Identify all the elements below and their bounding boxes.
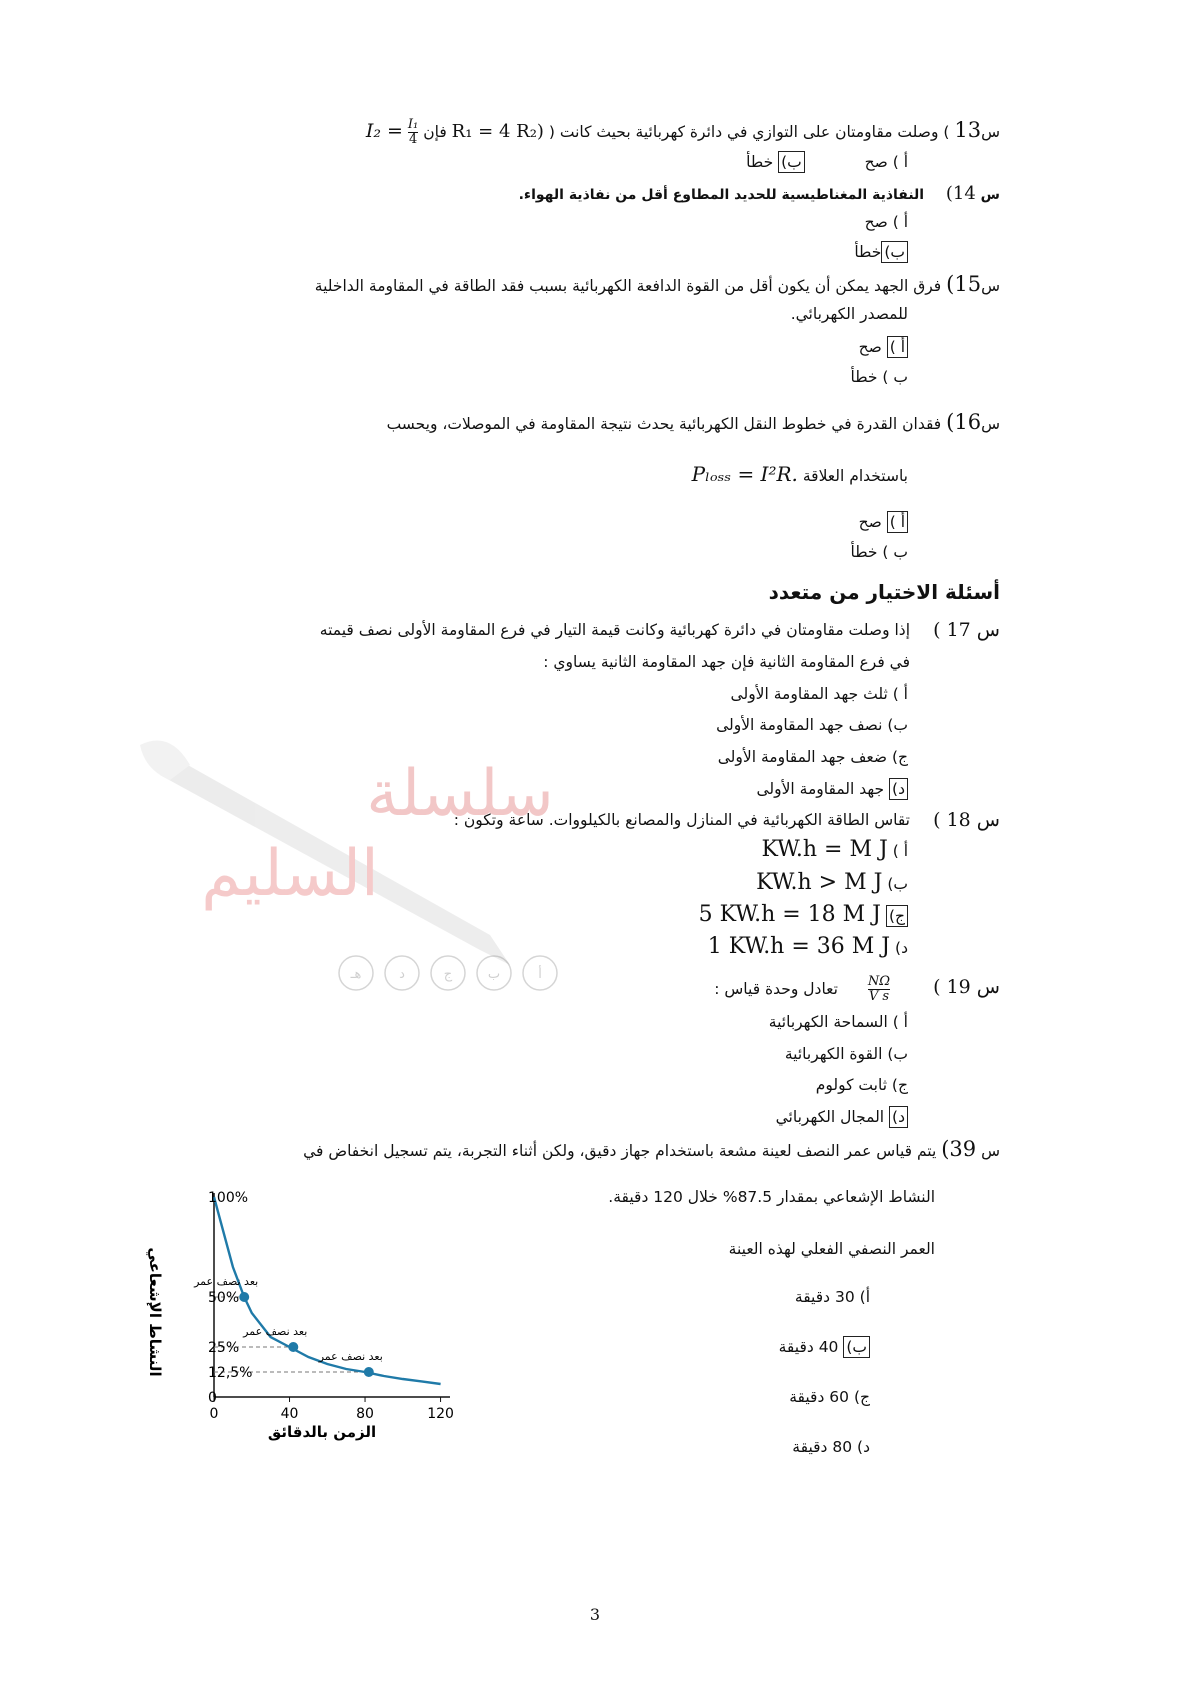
- q13-options: [746, 150, 908, 174]
- watermark-letter: ج: [443, 967, 453, 982]
- x-tick-label: 0: [209, 1406, 219, 1422]
- q13-option-b-letter[interactable]: ب): [778, 151, 805, 173]
- q13-option-a[interactable]: أ ) صح: [864, 153, 908, 171]
- q39-option-a[interactable]: أ) 30 دقيقة: [794, 1288, 870, 1306]
- half-life-label: بعد نصف عمر: [243, 1325, 308, 1338]
- half-life-label: بعد نصف عمر: [194, 1275, 259, 1288]
- watermark-letter: د: [399, 967, 405, 982]
- q13-line: س13 ) وصلت مقاومتان على التوازي في دائرة كهربائية بحيث كانت ( R₁ = 4 R₂) فإن $\frac{\text{I₁}}{4}$ I₂ =: [365, 117, 1000, 147]
- q39-line-2: النشاط الإشعاعي بمقدار 87.5% خلال 120 دقيقة.: [608, 1188, 935, 1206]
- q14-option-b[interactable]: خطأ: [854, 243, 882, 261]
- q19-label: س 19 ): [933, 976, 1000, 998]
- q16-formula: Pₗₒₛₛ = I²R.: [691, 462, 798, 486]
- half-life-label: بعد نصف عمر: [318, 1350, 383, 1363]
- q16-line-2: باستخدام العلاقة Pₗₒₛₛ = I²R.: [691, 462, 908, 486]
- q17-option-b[interactable]: ب) نصف جهد المقاومة الأولى: [716, 716, 908, 734]
- section-title: أسئلة الاختيار من متعدد: [768, 580, 1000, 604]
- q13-option-b[interactable]: خطأ: [746, 153, 774, 171]
- watermark: [110, 735, 610, 1065]
- q18-option-b[interactable]: KW.h > M J: [756, 870, 883, 895]
- half-life-point: [364, 1367, 374, 1377]
- q18-option-a[interactable]: KW.h = M J: [761, 837, 888, 862]
- q17-option-c[interactable]: ج) ضعف جهد المقاومة الأولى: [717, 748, 908, 766]
- watermark-letter: ب: [487, 967, 501, 982]
- q18-option-c[interactable]: 5 KW.h = 18 M J: [698, 902, 881, 927]
- q18-option-c-row[interactable]: [699, 903, 908, 928]
- q39-option-b-row[interactable]: [779, 1335, 870, 1359]
- y-tick-label: 100%: [208, 1190, 249, 1206]
- q19-option-b[interactable]: ب) القوة الكهربائية: [784, 1045, 908, 1063]
- q17-option-d-letter[interactable]: د): [889, 778, 908, 800]
- y-axis-label: النشاط الإشعاعي: [146, 1247, 164, 1377]
- q16-line-1: س16) فقدان القدرة في خطوط النقل الكهربائية يحدث نتيجة المقاومة في الموصلات، ويحسب: [386, 410, 1000, 434]
- x-tick-label: 80: [356, 1406, 374, 1422]
- q17-option-a[interactable]: أ ) ثلث جهد المقاومة الأولى: [730, 685, 908, 703]
- y-tick-label: 12,5%: [208, 1365, 253, 1381]
- x-tick-label: 120: [427, 1406, 454, 1422]
- y-tick-label: 0: [208, 1390, 217, 1406]
- q39-option-b-letter[interactable]: ب): [843, 1336, 870, 1358]
- half-life-point: [288, 1342, 298, 1352]
- q16-option-a-letter[interactable]: أ ): [887, 511, 908, 533]
- q19-fraction: $\frac{N\Omega}{\text{V s}}$: [867, 974, 890, 1004]
- q15-line-1: س15) فرق الجهد يمكن أن يكون أقل من القوة الدافعة الكهربائية بسبب فقد الطاقة في المقاومة الداخلية: [314, 272, 1000, 296]
- q15-option-a-letter[interactable]: أ ): [887, 336, 908, 358]
- q19-option-a[interactable]: أ ) السماحة الكهربائية: [768, 1013, 908, 1031]
- q19-line: $\frac{N\Omega}{\text{V s}}$ تعادل وحدة قياس :: [714, 974, 890, 1004]
- q39-option-b[interactable]: 40 دقيقة: [778, 1338, 839, 1356]
- watermark-circle: [477, 956, 511, 990]
- q18-option-c-letter[interactable]: ج): [886, 905, 908, 927]
- q15-line-2: للمصدر الكهربائي.: [790, 305, 908, 323]
- x-axis-label: الزمن بالدقائق: [267, 1423, 377, 1441]
- q13-fraction: $\frac{\text{I₁}}{4}$: [407, 117, 419, 147]
- q18-label: س 18 ): [933, 809, 1000, 831]
- x-tick-label: 40: [280, 1406, 299, 1422]
- q18-option-d[interactable]: 1 KW.h = 36 M J: [707, 934, 891, 959]
- q16-option-b[interactable]: ب ) خطأ: [850, 543, 908, 561]
- q18-line: تقاس الطاقة الكهربائية في المنازل والمصانع بالكيلووات. ساعة وتكون :: [453, 811, 910, 829]
- watermark-circle: [431, 956, 465, 990]
- q14-option-b-letter[interactable]: ب): [881, 241, 908, 263]
- q14-option-a[interactable]: أ ) صح: [864, 213, 908, 231]
- q18-option-d-row[interactable]: د) 1 KW.h = 36 M J: [707, 934, 908, 959]
- q39-option-c[interactable]: ج) 60 دقيقة: [789, 1388, 870, 1406]
- page-number: 3: [589, 1605, 601, 1624]
- q39-line-1: س 39) يتم قياس عمر النصف لعينة مشعة باستخدام جهاز دقيق، ولكن أثناء التجربة، يتم تسجيل انخفاض في: [303, 1137, 1000, 1161]
- half-life-point: [239, 1292, 249, 1302]
- decay-chart: [130, 1175, 500, 1485]
- y-tick-label: 50%: [208, 1290, 240, 1306]
- q17-line-2: في فرع المقاومة الثانية فإن جهد المقاومة الثانية يساوي :: [543, 653, 910, 671]
- q19-option-c[interactable]: ج) ثابت كولوم: [815, 1076, 908, 1094]
- q17-option-d-row[interactable]: [756, 777, 908, 801]
- q14-line: س 14) النفاذية المغناطيسية للحديد المطاوع أقل من نفاذية الهواء.: [518, 183, 1000, 204]
- q15-option-b[interactable]: ب ) خطأ: [850, 368, 908, 386]
- y-tick-label: 25%: [208, 1340, 240, 1356]
- q17-line-1: إذا وصلت مقاومتان في دائرة كهربائية وكانت قيمة التيار في فرع المقاومة الأولى نصف قيمته: [319, 621, 910, 639]
- q14-option-b-row[interactable]: [854, 240, 908, 264]
- q17-option-d[interactable]: جهد المقاومة الأولى: [756, 780, 885, 798]
- q18-option-a-row[interactable]: أ ) KW.h = M J: [761, 837, 908, 862]
- q19-option-d[interactable]: المجال الكهربائي: [775, 1108, 885, 1126]
- q18-option-b-row[interactable]: ب) KW.h > M J: [756, 870, 908, 895]
- q39-option-d[interactable]: د) 80 دقيقة: [792, 1438, 870, 1456]
- q15-option-a-row[interactable]: [859, 335, 908, 359]
- q19-option-d-row[interactable]: [776, 1105, 908, 1129]
- watermark-text-1: سلسلة: [366, 757, 554, 831]
- watermark-circle: [339, 956, 373, 990]
- q16-option-a-row[interactable]: [859, 510, 908, 534]
- q19-option-d-letter[interactable]: د): [889, 1106, 908, 1128]
- watermark-letter: هـ: [350, 967, 362, 982]
- watermark-circle: [385, 956, 419, 990]
- q16-option-a[interactable]: صح: [858, 513, 882, 531]
- q39-line-3: العمر النصفي الفعلي لهذه العينة: [728, 1240, 935, 1258]
- watermark-letter: أ: [538, 967, 542, 982]
- watermark-circle: [523, 956, 557, 990]
- watermark-text-2: السليم: [201, 837, 379, 911]
- q17-label: س 17 ): [933, 619, 1000, 641]
- q15-option-a[interactable]: صح: [858, 338, 882, 356]
